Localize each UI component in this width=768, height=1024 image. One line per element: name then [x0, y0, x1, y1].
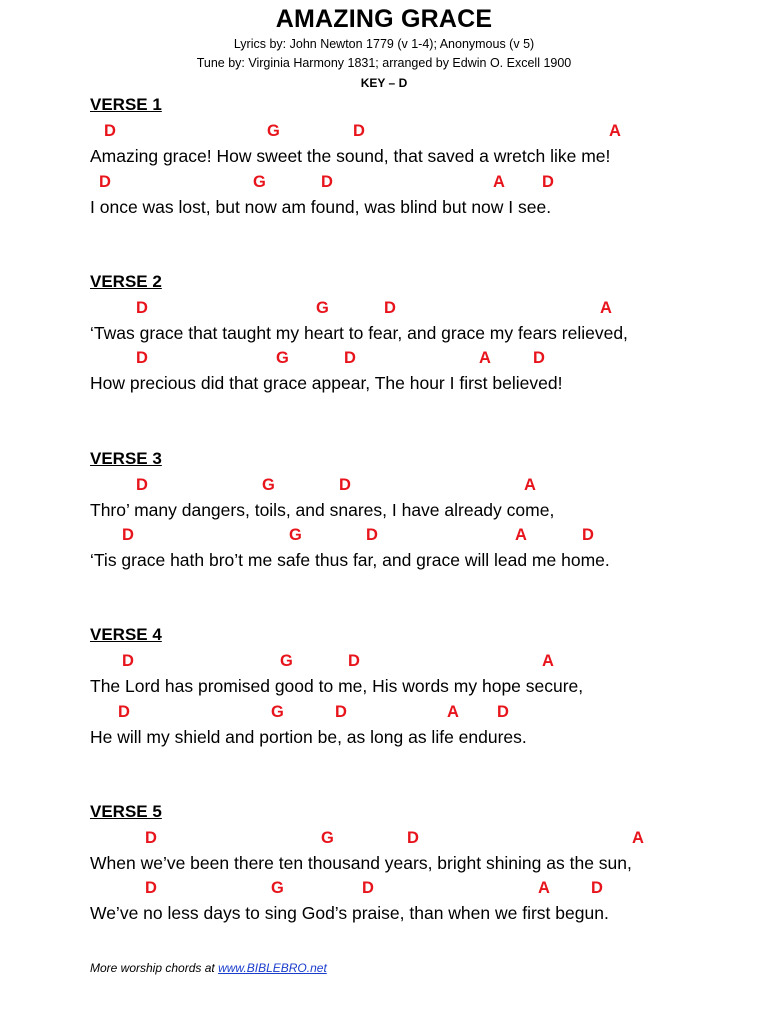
chord: D	[136, 476, 148, 494]
chord-row	[0, 475, 768, 495]
chord: D	[348, 652, 360, 670]
chord: G	[289, 526, 302, 544]
chord-row	[0, 121, 768, 141]
song-title: AMAZING GRACE	[275, 5, 493, 33]
chord: D	[321, 173, 333, 191]
chord: G	[321, 829, 334, 847]
lyric-line: ‘Twas grace that taught my heart to fear, and grace my fears relieved,	[90, 323, 628, 343]
chord-row	[0, 702, 768, 722]
chord-row	[0, 878, 768, 898]
verse-heading: VERSE 3	[90, 449, 162, 468]
chord: A	[479, 349, 491, 367]
chord: D	[362, 879, 374, 897]
chord: G	[271, 879, 284, 897]
song-key: KEY – D	[360, 76, 408, 90]
footer-text: More worship chords at	[90, 961, 219, 975]
chord: G	[253, 173, 266, 191]
chord: D	[344, 349, 356, 367]
chord: G	[280, 652, 293, 670]
lyric-line: Amazing grace! How sweet the sound, that saved a wretch like me!	[90, 146, 611, 166]
chord: D	[542, 173, 554, 191]
chord: D	[145, 879, 157, 897]
chord: D	[145, 829, 157, 847]
chord: D	[497, 703, 509, 721]
chord: D	[353, 122, 365, 140]
chord: D	[122, 526, 134, 544]
tune-credit: Tune by: Virginia Harmony 1831; arranged by Edwin O. Excell 1900	[196, 56, 572, 70]
lyric-line: When we’ve been there ten thousand years, bright shining as the sun,	[90, 853, 632, 873]
chord: D	[407, 829, 419, 847]
chord-row	[0, 651, 768, 671]
chord: D	[104, 122, 116, 140]
chord: D	[122, 652, 134, 670]
verse-heading: VERSE 1	[90, 95, 162, 114]
chord-row	[0, 828, 768, 848]
chord: G	[271, 703, 284, 721]
verse-heading: VERSE 5	[90, 802, 162, 821]
chord: A	[524, 476, 536, 494]
chord-row	[0, 525, 768, 545]
chord: G	[267, 122, 280, 140]
chord: G	[262, 476, 275, 494]
chord: D	[99, 173, 111, 191]
lyric-line: Thro’ many dangers, toils, and snares, I have already come,	[90, 500, 555, 520]
chord: A	[609, 122, 621, 140]
chord: D	[582, 526, 594, 544]
chord: A	[447, 703, 459, 721]
chord: D	[533, 349, 545, 367]
chord: D	[118, 703, 130, 721]
lyric-line: I once was lost, but now am found, was blind but now I see.	[90, 197, 552, 217]
chord: D	[339, 476, 351, 494]
chord: A	[515, 526, 527, 544]
chord: A	[538, 879, 550, 897]
chord-row	[0, 172, 768, 192]
chord: A	[542, 652, 554, 670]
chord: G	[316, 299, 329, 317]
chord: A	[600, 299, 612, 317]
chord-row	[0, 298, 768, 318]
chord: D	[591, 879, 603, 897]
chord: D	[136, 299, 148, 317]
verse-heading: VERSE 2	[90, 272, 162, 291]
chord: A	[632, 829, 644, 847]
chord: A	[493, 173, 505, 191]
chord: D	[136, 349, 148, 367]
lyric-line: We’ve no less days to sing God’s praise, than when we first begun.	[90, 903, 609, 923]
lyric-line: He will my shield and portion be, as long as life endures.	[90, 727, 527, 747]
chord-row	[0, 348, 768, 368]
chord: D	[384, 299, 396, 317]
chord: G	[276, 349, 289, 367]
chord: D	[366, 526, 378, 544]
lyric-line: ‘Tis grace hath bro’t me safe thus far, and grace will lead me home.	[90, 550, 610, 570]
chord: D	[335, 703, 347, 721]
lyric-line: The Lord has promised good to me, His words my hope secure,	[90, 676, 584, 696]
verse-heading: VERSE 4	[90, 625, 162, 644]
biblebro-link[interactable]: www.BIBLEBRO.net	[218, 961, 327, 975]
lyric-line: How precious did that grace appear, The hour I first believed!	[90, 373, 563, 393]
footer	[90, 960, 327, 976]
lyrics-credit: Lyrics by: John Newton 1779 (v 1-4); Anonymous (v 5)	[233, 37, 535, 51]
